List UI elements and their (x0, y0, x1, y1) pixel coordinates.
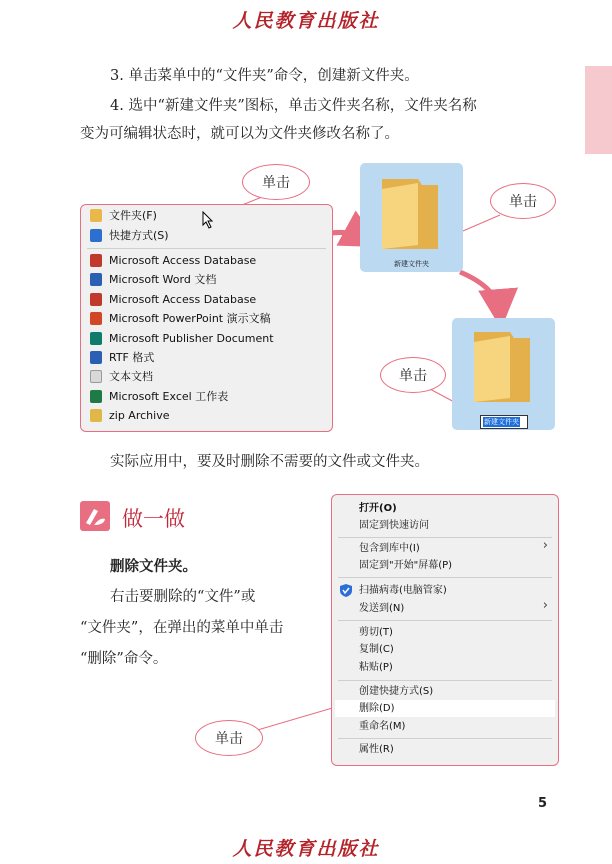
callout-click: 单击 (490, 183, 556, 219)
menu-item-properties[interactable]: 属性(R) (359, 744, 394, 755)
callout-click: 单击 (380, 357, 446, 393)
access-icon (90, 293, 102, 306)
menu-item-cut[interactable]: 剪切(T) (359, 627, 393, 638)
menu-separator (338, 577, 552, 578)
menu-item-rename[interactable]: 重命名(M) (359, 721, 406, 732)
menu-separator (338, 620, 552, 621)
folder-icon (470, 328, 534, 406)
menu-item-pin-start[interactable]: 固定到"开始"屏幕(P) (359, 560, 453, 571)
activity-body-line2: “文件夹”，在弹出的菜单中单击 (80, 620, 284, 636)
menu-separator (87, 248, 326, 249)
menu-separator (338, 537, 552, 538)
menu-item-paste[interactable]: 粘贴(P) (359, 662, 393, 673)
menu-item-access-2[interactable]: Microsoft Access Database (109, 293, 257, 306)
menu-separator (338, 738, 552, 739)
menu-item-create-shortcut[interactable]: 创建快捷方式(S) (359, 686, 434, 697)
pen-hand-icon (80, 501, 110, 531)
activity-subtitle: 删除文件夹。 (110, 559, 197, 575)
rtf-icon (90, 351, 102, 364)
menu-item-open[interactable]: 打开(O) (359, 503, 397, 514)
menu-item-shortcut[interactable]: 快捷方式(S) (109, 229, 169, 242)
access-icon (90, 254, 102, 267)
menu-item-powerpoint[interactable]: Microsoft PowerPoint 演示文稿 (109, 312, 271, 325)
step4-line2: 变为可编辑状态时，就可以为文件夹修改名称了。 (80, 126, 399, 142)
menu-item-delete[interactable]: 删除(D) (359, 703, 395, 714)
right-click-menu (331, 494, 559, 766)
zip-icon (90, 409, 102, 422)
new-submenu (80, 204, 333, 432)
callout-click: 单击 (195, 720, 263, 756)
text-document-icon (90, 370, 102, 383)
new-folder-editing[interactable] (452, 318, 555, 430)
footer-publisher: 人民教育出版社 (232, 838, 380, 860)
shortcut-icon (90, 229, 102, 242)
activity-body-line1: 右击要删除的“文件”或 (110, 589, 256, 605)
chevron-right-icon: › (542, 598, 548, 613)
mouse-cursor-icon (202, 211, 214, 229)
menu-item-folder[interactable]: 文件夹(F) (109, 209, 157, 222)
folder-icon (90, 209, 102, 222)
menu-item-word[interactable]: Microsoft Word 文档 (109, 273, 217, 286)
menu-item-excel[interactable]: Microsoft Excel 工作表 (109, 390, 229, 403)
callout-click: 单击 (242, 164, 310, 200)
menu-item-pin-quick-access[interactable]: 固定到快速访问 (359, 520, 429, 531)
folder-name-selected-text[interactable]: 新建文件夹 (484, 418, 519, 426)
folder-icon (378, 175, 442, 253)
page-number: 5 (538, 796, 548, 811)
menu-item-include-library[interactable]: 包含到库中(I) (359, 543, 420, 554)
word-icon (90, 273, 102, 286)
menu-item-publisher[interactable]: Microsoft Publisher Document (109, 332, 274, 345)
menu-item-send-to[interactable]: 发送到(N) (359, 603, 405, 614)
activity-title: 做一做 (122, 507, 185, 531)
activity-body-line3: “删除”命令。 (80, 651, 168, 667)
step4-line1: 4. 选中“新建文件夹”图标，单击文件夹名称，文件夹名称 (110, 98, 477, 114)
menu-item-access-1[interactable]: Microsoft Access Database (109, 254, 257, 267)
step3-text: 3. 单击菜单中的“文件夹”命令，创建新文件夹。 (110, 68, 419, 84)
menu-item-rtf[interactable]: RTF 格式 (109, 351, 155, 364)
menu-item-zip[interactable]: zip Archive (109, 409, 170, 422)
new-folder-selected[interactable] (360, 163, 463, 272)
folder-name-editbox[interactable] (480, 415, 528, 429)
menu-item-scan-virus[interactable]: 扫描病毒(电脑管家) (359, 585, 447, 596)
header-publisher: 人民教育出版社 (232, 10, 380, 32)
chevron-right-icon: › (542, 538, 548, 553)
powerpoint-icon (90, 312, 102, 325)
practice-text: 实际应用中，要及时删除不需要的文件或文件夹。 (110, 454, 429, 470)
excel-icon (90, 390, 102, 403)
menu-item-copy[interactable]: 复制(C) (359, 644, 394, 655)
menu-item-text-document[interactable]: 文本文档 (109, 370, 153, 383)
menu-separator (338, 680, 552, 681)
publisher-icon (90, 332, 102, 345)
shield-icon (340, 584, 352, 597)
folder-name-label[interactable]: 新建文件夹 (394, 260, 429, 268)
